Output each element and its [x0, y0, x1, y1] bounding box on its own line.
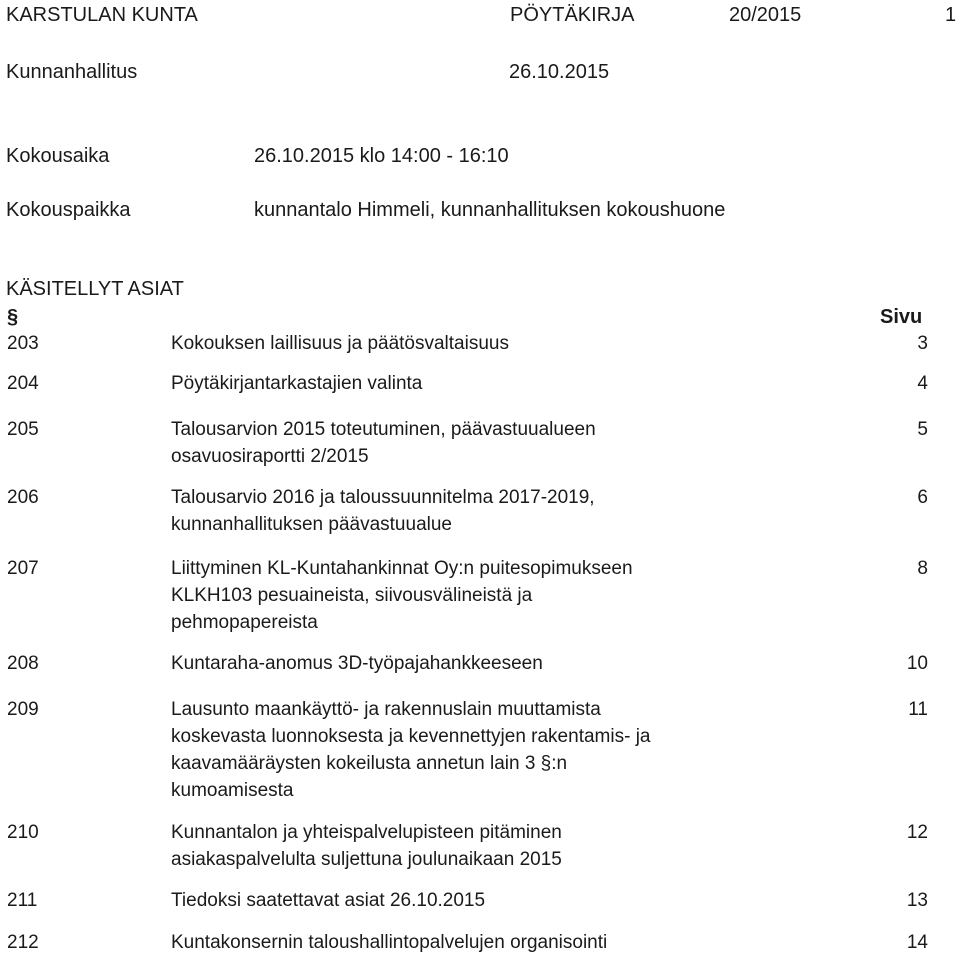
agenda-item-title-line: asiakaspalvelulta suljettuna joulunaikaan 2015 — [171, 849, 562, 870]
agenda-item-title-line: kumoamisesta — [171, 780, 294, 801]
agenda-item-title-line: Liittyminen KL-Kuntahankinnat Oy:n puitesopimukseen — [171, 558, 633, 579]
agenda-item-page: 4 — [917, 373, 928, 394]
agenda-item-number: 203 — [7, 333, 39, 354]
agenda-item-number: 204 — [7, 373, 39, 394]
agenda-item-title — [171, 887, 811, 914]
agenda-item-number: 209 — [7, 699, 39, 720]
agenda-item-title-line: Kokouksen laillisuus ja päätösvaltaisuus — [171, 333, 509, 354]
agenda-item-title — [171, 819, 811, 873]
agenda-item-page: 6 — [917, 487, 928, 508]
agenda-item-title-line: osavuosiraportti 2/2015 — [171, 446, 369, 467]
agenda-item-title-line: kunnanhallituksen päävastuualue — [171, 514, 452, 535]
document-number: 20/2015 — [729, 4, 802, 26]
meeting-place-value: kunnantalo Himmeli, kunnanhallituksen kokoushuone — [254, 199, 726, 221]
meeting-place-label: Kokouspaikka — [6, 199, 131, 221]
agenda-item-title — [171, 484, 811, 538]
agenda-item-title — [171, 929, 811, 956]
agenda-item-title-line: Lausunto maankäyttö- ja rakennuslain muuttamista — [171, 699, 601, 720]
agenda-item-title-line: koskevasta luonnoksesta ja kevennettyjen rakentamis- ja — [171, 726, 651, 747]
document-type: PÖYTÄKIRJA — [510, 4, 635, 26]
agenda-item-number: 208 — [7, 653, 39, 674]
agenda-heading: KÄSITELLYT ASIAT — [6, 278, 184, 300]
agenda-item-number: 205 — [7, 419, 39, 440]
agenda-item-number: 211 — [7, 890, 38, 911]
agenda-item-title-line: Talousarvio 2016 ja taloussuunnitelma 2017-2019, — [171, 487, 595, 508]
agenda-item-page: 13 — [906, 890, 928, 911]
agenda-item-number: 207 — [7, 558, 39, 579]
agenda-item-title-line: pehmopapereista — [171, 612, 318, 633]
governing-body: Kunnanhallitus — [6, 61, 138, 83]
agenda-item-page: 14 — [906, 932, 928, 953]
agenda-item-title-line: Tiedoksi saatettavat asiat 26.10.2015 — [171, 890, 486, 911]
agenda-item-number: 210 — [7, 822, 39, 843]
municipality-name: KARSTULAN KUNTA — [6, 4, 198, 26]
agenda-item-number: 212 — [7, 932, 39, 953]
meeting-time-label: Kokousaika — [6, 145, 110, 167]
agenda-item-page: 10 — [906, 653, 928, 674]
section-symbol-heading: § — [7, 306, 19, 328]
agenda-item-title-line: Pöytäkirjantarkastajien valinta — [171, 373, 423, 394]
agenda-item-title — [171, 370, 811, 397]
agenda-item-title-line: kaavamääräysten kokeilusta annetun lain 3 §:n — [171, 753, 568, 774]
page-number: 1 — [945, 4, 957, 26]
agenda-item-title-line: KLKH103 pesuaineista, siivousvälineistä ja — [171, 585, 533, 606]
agenda-item-page: 12 — [906, 822, 928, 843]
agenda-item-title — [171, 650, 811, 677]
meeting-time-value: 26.10.2015 klo 14:00 - 16:10 — [254, 145, 509, 167]
agenda-item-page: 5 — [917, 419, 928, 440]
agenda-item-title-line: Kunnantalon ja yhteispalvelupisteen pitäminen — [171, 822, 562, 843]
agenda-item-title-line: Kuntakonsernin taloushallintopalvelujen organisointi — [171, 932, 608, 953]
agenda-item-page: 8 — [917, 558, 928, 579]
document-date: 26.10.2015 — [509, 61, 610, 83]
agenda-item-title — [171, 555, 811, 636]
page-column-heading: Sivu — [880, 306, 923, 328]
agenda-item-title — [171, 330, 811, 357]
agenda-item-title-line: Talousarvion 2015 toteutuminen, päävastuualueen — [171, 419, 596, 440]
agenda-item-title — [171, 416, 811, 470]
agenda-item-title — [171, 696, 811, 804]
agenda-item-page: 3 — [917, 333, 928, 354]
agenda-item-title-line: Kuntaraha-anomus 3D-työpajahankkeeseen — [171, 653, 543, 674]
agenda-item-number: 206 — [7, 487, 39, 508]
agenda-item-page: 11 — [908, 699, 928, 720]
